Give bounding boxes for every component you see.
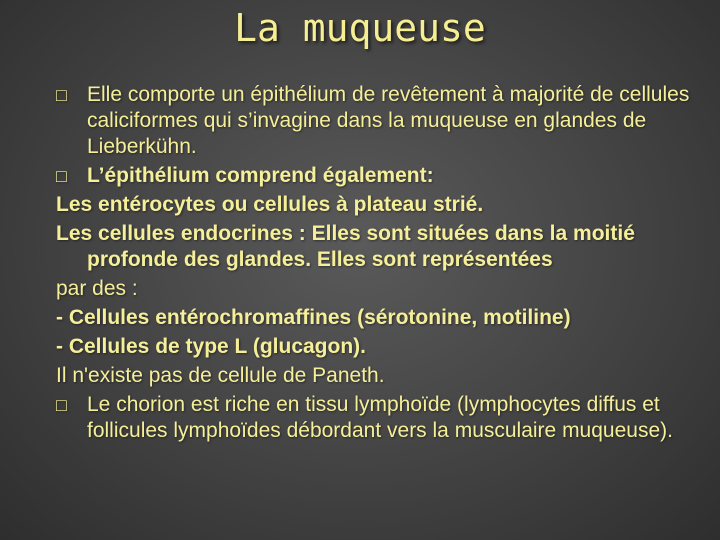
list-item-enterochromaffin: - Cellules entérochromaffines (sérotonine, motiline)	[56, 306, 571, 329]
paragraph-text: Elle comporte un épithélium de revêtement à majorité de cellules caliciformes qui s’invagine dans la muqueuse en glandes de Lieberkühn.	[87, 83, 690, 158]
bullet-paragraph-epithelium	[56, 82, 706, 160]
bullet-paragraph-chorion	[56, 392, 706, 444]
square-bullet-icon: □	[56, 166, 67, 186]
square-bullet-icon: □	[56, 85, 67, 105]
slide-body	[56, 82, 706, 447]
paragraph-endocrine-cells: Les cellules endocrines : Elles sont situées dans la moitié profonde des glandes. Elles sont représentées	[56, 222, 635, 271]
paragraph-par-des: par des :	[56, 277, 138, 300]
paragraph-text: L’épithélium comprend également:	[87, 164, 434, 187]
paragraph-paneth: Il n'existe pas de cellule de Paneth.	[56, 364, 385, 387]
paragraph-text: Le chorion est riche en tissu lymphoïde (lymphocytes diffus et follicules lymphoïdes débordant vers la musculaire muqueuse).	[87, 393, 673, 442]
bullet-paragraph-epithelium-includes	[56, 163, 706, 189]
list-item-type-l: - Cellules de type L (glucagon).	[56, 335, 366, 358]
slide-title: La muqueuse	[234, 6, 486, 50]
square-bullet-icon: □	[56, 395, 67, 415]
paragraph-enterocytes: Les entérocytes ou cellules à plateau strié.	[56, 193, 484, 216]
